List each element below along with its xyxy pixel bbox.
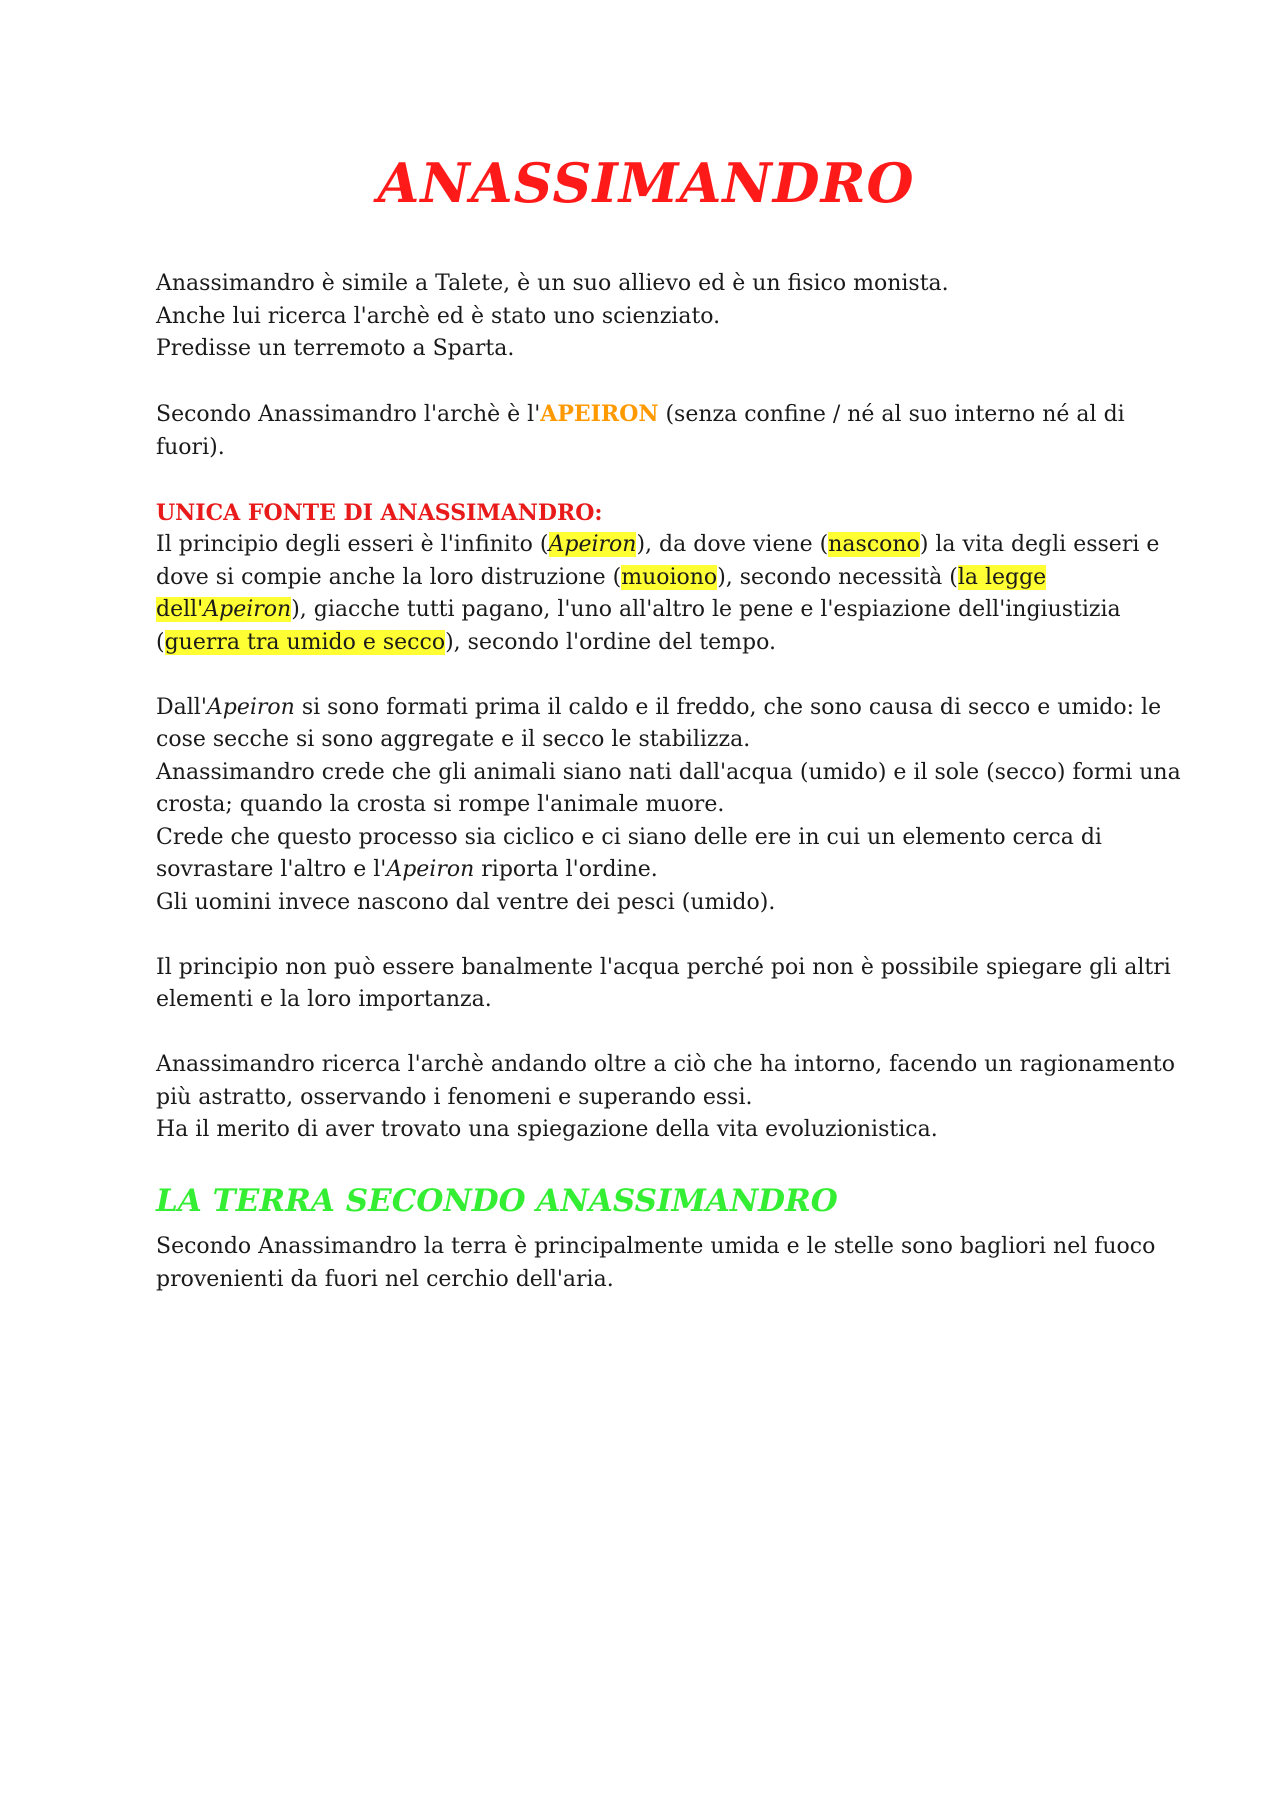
intro-line-2: Anche lui ricerca l'archè ed è stato uno scienziato. bbox=[156, 303, 721, 329]
ricerca-line-1: Anassimandro ricerca l'archè andando oltre a ciò che ha intorno, facendo un ragionamento bbox=[156, 1052, 1175, 1077]
apeiron-paragraph bbox=[156, 398, 1136, 464]
fonte-text: dove si compie anche la loro distruzione ( bbox=[156, 564, 622, 590]
apeiron-line-1 bbox=[156, 398, 1136, 432]
highlight-muoiono: muoiono bbox=[621, 564, 718, 590]
document-body bbox=[156, 148, 1181, 1329]
terra-line-1: Secondo Anassimandro la terra è principalmente umida e le stelle sono bagliori nel fuoco bbox=[156, 1234, 1156, 1259]
ricerca-line-3: Ha il merito di aver trovato una spiegazione della vita evoluzionistica. bbox=[156, 1117, 938, 1142]
fonte-text: ), secondo necessità ( bbox=[717, 564, 958, 590]
apeiron-pre-text: Secondo Anassimandro l'archè è l' bbox=[156, 402, 541, 427]
highlight-nascono: nascono bbox=[828, 532, 920, 557]
highlight-apeiron: Apeiron bbox=[548, 532, 637, 557]
intro-line-3: Predisse un terremoto a Sparta. bbox=[156, 336, 515, 361]
apeiron-line-2: fuori). bbox=[156, 434, 225, 460]
principio-paragraph bbox=[156, 952, 1171, 1017]
apeiron-italic: Apeiron bbox=[386, 857, 475, 882]
caldo-text: sovrastare l'altro e l' bbox=[156, 857, 387, 882]
page-title: ANASSIMANDRO bbox=[377, 151, 915, 215]
fonte-line-4 bbox=[156, 627, 1136, 660]
fonte-text: ) la vita degli esseri e bbox=[919, 532, 1160, 557]
caldo-line-6 bbox=[156, 854, 1136, 887]
terra-paragraph bbox=[156, 1231, 1156, 1296]
terra-heading: LA TERRA SECONDO ANASSIMANDRO bbox=[156, 1183, 838, 1219]
fonte-paragraph bbox=[156, 497, 1160, 660]
highlight-la-legge: la legge bbox=[957, 564, 1047, 590]
fonte-line-3 bbox=[156, 594, 1136, 627]
caldo-text: Dall' bbox=[156, 694, 207, 720]
fonte-line-1 bbox=[156, 529, 1160, 562]
apeiron-post-text: (senza confine / né al suo interno né al di bbox=[658, 402, 1125, 427]
fonte-text: ), da dove viene ( bbox=[636, 532, 829, 557]
caldo-line-1 bbox=[156, 692, 1162, 725]
caldo-line-3: Anassimandro crede che gli animali siano nati dall'acqua (umido) e il sole (secco) formi una bbox=[156, 759, 1181, 785]
caldo-line-4: crosta; quando la crosta si rompe l'animale muore. bbox=[156, 792, 725, 817]
ricerca-line-2: più astratto, osservando i fenomeni e superando essi. bbox=[156, 1084, 753, 1110]
apeiron-term: APEIRON bbox=[540, 401, 659, 427]
caldo-line-5: Crede che questo processo sia ciclico e ci siano delle ere in cui un elemento cerca di bbox=[156, 824, 1102, 850]
caldo-line-7: Gli uomini invece nascono dal ventre dei pesci (umido). bbox=[156, 889, 776, 915]
fonte-text: ( bbox=[156, 629, 165, 655]
fonte-heading: UNICA FONTE DI ANASSIMANDRO: bbox=[156, 499, 603, 526]
caldo-paragraph bbox=[156, 692, 1181, 920]
caldo-text: si sono formati prima il caldo e il freddo, che sono causa di secco e umido: le bbox=[294, 694, 1162, 720]
terra-line-2: provenienti da fuori nel cerchio dell'aria. bbox=[156, 1266, 614, 1292]
caldo-line-2: cose secche si sono aggregate e il secco le stabilizza. bbox=[156, 727, 751, 752]
highlight-dell: dell' bbox=[156, 597, 204, 622]
principio-line-2: elementi e la loro importanza. bbox=[156, 987, 492, 1012]
fonte-text: ), secondo l'ordine del tempo. bbox=[445, 629, 776, 655]
apeiron-italic: Apeiron bbox=[206, 694, 295, 720]
caldo-text: riporta l'ordine. bbox=[474, 857, 658, 882]
intro-paragraph bbox=[156, 268, 1136, 366]
fonte-line-2 bbox=[156, 562, 1136, 595]
intro-line-1: Anassimandro è simile a Talete, è un suo allievo ed è un fisico monista. bbox=[156, 271, 949, 296]
highlight-guerra: guerra tra umido e secco bbox=[164, 629, 446, 655]
highlight-apeiron-2: Apeiron bbox=[203, 597, 292, 622]
fonte-text: Il principio degli esseri è l'infinito ( bbox=[156, 532, 549, 557]
principio-line-1: Il principio non può essere banalmente l'acqua perché poi non è possibile spiegare gli altri bbox=[156, 954, 1171, 980]
fonte-text: ), giacche tutti pagano, l'uno all'altro le pene e l'espiazione dell'ingiustizia bbox=[291, 597, 1121, 622]
ricerca-paragraph bbox=[156, 1049, 1175, 1147]
